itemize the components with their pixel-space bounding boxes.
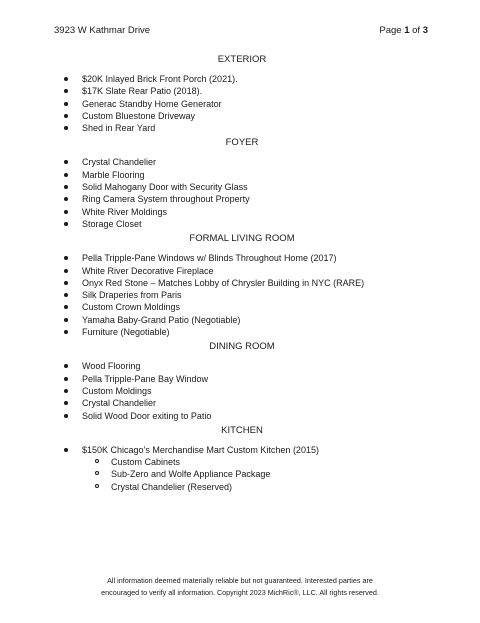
bullet-icon xyxy=(64,318,68,322)
list-item xyxy=(54,181,430,193)
sub-list-item xyxy=(54,481,430,493)
list-item-text: Marble Flooring xyxy=(82,169,145,180)
section-title-kitchen: KITCHEN xyxy=(221,424,263,436)
section-title-foyer: FOYER xyxy=(225,137,259,149)
list-item xyxy=(54,85,430,97)
list-item-text: $17K Slate Rear Patio (2018). xyxy=(82,86,203,97)
page-number-of: of xyxy=(409,25,423,36)
bullet-icon xyxy=(64,126,68,130)
bullet-icon xyxy=(64,173,68,177)
bullet-icon xyxy=(64,364,68,368)
list-item xyxy=(54,277,430,289)
section-list xyxy=(54,73,430,134)
list-item-text: Furniture (Negotiable) xyxy=(82,327,170,338)
bullet-icon xyxy=(64,293,68,297)
page-number-current: 1 xyxy=(404,25,410,36)
bullet-icon xyxy=(64,114,68,118)
list-item xyxy=(54,397,430,409)
list-item-text: Storage Closet xyxy=(82,218,142,229)
list-item-text: Crystal Chandelier xyxy=(82,398,157,409)
list-item-text: Onyx Red Stone – Matches Lobby of Chrysler Building in NYC (RARE) xyxy=(82,277,365,288)
bullet-icon xyxy=(64,222,68,226)
section-list xyxy=(54,252,430,338)
section-title-exterior: EXTERIOR xyxy=(217,54,267,65)
list-item-text: Custom Crown Moldings xyxy=(82,302,181,313)
list-item xyxy=(54,206,430,218)
section-list xyxy=(54,156,430,230)
bullet-icon xyxy=(64,197,68,201)
disclaimer-footer xyxy=(40,575,440,598)
bullet-icon xyxy=(64,269,68,273)
section-title-dining-room: DINING ROOM xyxy=(209,341,275,353)
list-item xyxy=(54,301,430,313)
list-item-text: Silk Draperies from Paris xyxy=(82,290,182,301)
list-item xyxy=(54,289,430,301)
page-number-total: 3 xyxy=(422,25,428,36)
page-number xyxy=(379,24,428,38)
hollow-bullet-icon xyxy=(95,471,99,475)
list-item xyxy=(54,110,430,122)
list-item-text: $150K Chicago’s Merchandise Mart Custom Kitchen (2015) xyxy=(82,444,319,455)
list-item-text: Wood Flooring xyxy=(82,361,141,372)
list-item xyxy=(54,265,430,277)
bullet-icon xyxy=(64,160,68,164)
list-item xyxy=(54,314,430,326)
property-address: 3923 W Kathmar Drive xyxy=(54,25,151,36)
list-item-text: Solid Mahogany Door with Security Glass xyxy=(82,182,248,193)
bullet-icon xyxy=(64,389,68,393)
list-item xyxy=(54,73,430,85)
list-item-text: Generac Standby Home Generator xyxy=(82,98,222,109)
bullet-icon xyxy=(64,102,68,106)
list-item xyxy=(54,360,430,372)
list-item-text: $20K Inlayed Brick Front Porch (2021). xyxy=(82,74,238,84)
list-item xyxy=(54,169,430,181)
list-item xyxy=(54,373,430,385)
sub-list xyxy=(54,456,430,493)
section-title-formal-living-room: FORMAL LIVING ROOM xyxy=(189,233,295,245)
list-item xyxy=(54,156,430,168)
bullet-icon xyxy=(64,185,68,189)
bullet-icon xyxy=(64,377,68,381)
page-number-prefix: Page xyxy=(379,25,405,36)
list-item xyxy=(54,252,430,264)
hollow-bullet-icon xyxy=(95,459,99,463)
disclaimer-line-1: All information deemed materially reliable but not guaranteed. Interested parties are xyxy=(107,576,373,585)
list-item-text: Pella Tripple-Pane Bay Window xyxy=(82,373,209,384)
bullet-icon xyxy=(64,448,68,452)
list-item-text: Pella Tripple-Pane Windows w/ Blinds Throughout Home (2017) xyxy=(82,253,337,264)
section-list xyxy=(54,444,430,493)
list-item xyxy=(54,98,430,110)
disclaimer-line-2: encouraged to verify all information. Copyright 2023 MichRic®, LLC. All rights reserved. xyxy=(101,587,379,597)
bullet-icon xyxy=(64,305,68,309)
list-item-text: White River Decorative Fireplace xyxy=(82,265,214,276)
list-item-text: Solid Wood Door exiting to Patio xyxy=(82,410,212,421)
list-item xyxy=(54,122,430,134)
sub-list-item-text: Sub-Zero and Wolfe Appliance Package xyxy=(111,469,271,480)
bullet-icon xyxy=(64,77,68,81)
list-item xyxy=(54,444,430,456)
bullet-icon xyxy=(64,210,68,214)
feature-list xyxy=(54,53,430,495)
list-item xyxy=(54,193,430,205)
list-item-text: Ring Camera System throughout Property xyxy=(82,194,250,205)
list-item-text: Shed in Rear Yard xyxy=(82,123,156,134)
sub-list-item xyxy=(54,468,430,480)
bullet-icon xyxy=(64,330,68,334)
section-list xyxy=(54,360,430,421)
bullet-icon xyxy=(64,89,68,93)
page-header xyxy=(54,24,428,38)
list-item xyxy=(54,385,430,397)
sub-list-item xyxy=(54,456,430,468)
list-item-text: White River Moldings xyxy=(82,206,168,217)
bullet-icon xyxy=(64,401,68,405)
bullet-icon xyxy=(64,281,68,285)
list-item xyxy=(54,218,430,230)
list-item-text: Yamaha Baby-Grand Patio (Negotiable) xyxy=(82,314,241,325)
list-item xyxy=(54,326,430,338)
hollow-bullet-icon xyxy=(95,484,99,488)
list-item-text: Custom Moldings xyxy=(82,385,152,396)
list-item-text: Custom Bluestone Driveway xyxy=(82,110,196,121)
list-item-text: Crystal Chandelier xyxy=(82,157,157,168)
sub-list-item-text: Crystal Chandelier (Reserved) xyxy=(111,481,233,492)
list-item xyxy=(54,410,430,422)
sub-list-item-text: Custom Cabinets xyxy=(111,457,181,468)
bullet-icon xyxy=(64,256,68,260)
bullet-icon xyxy=(64,414,68,418)
